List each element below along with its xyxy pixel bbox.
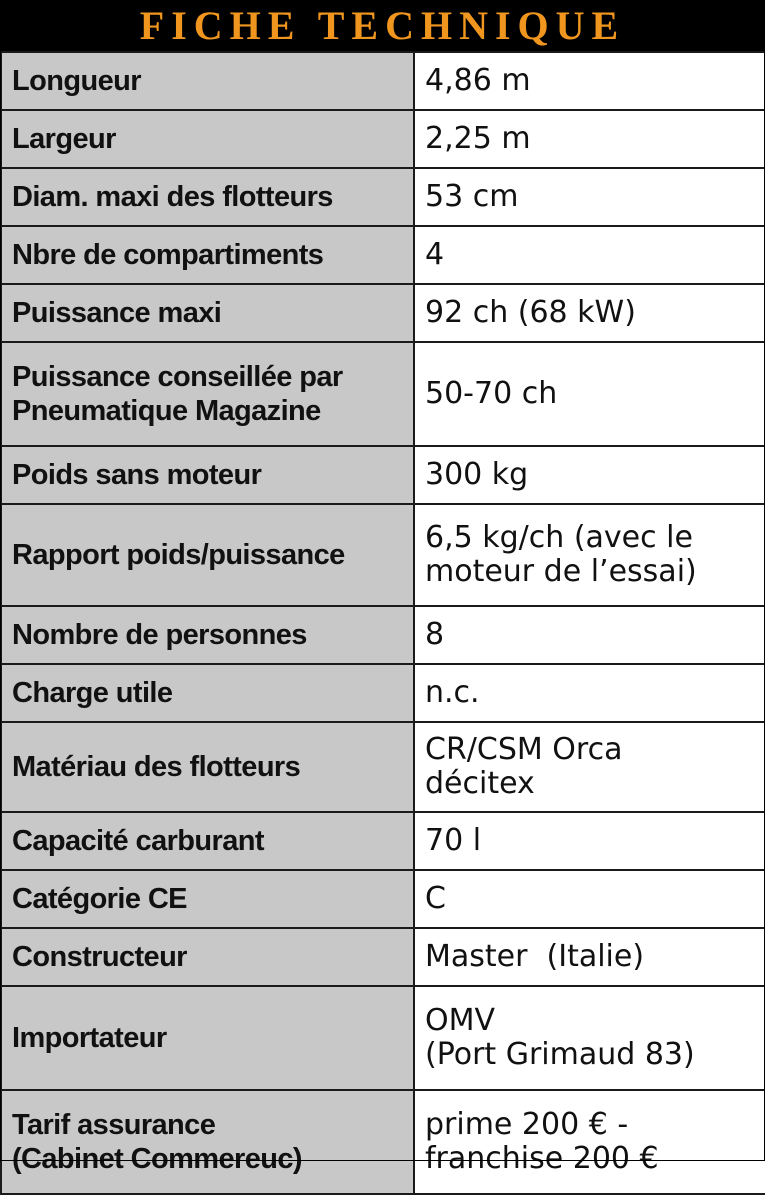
row-value: OMV (Port Grimaud 83) — [414, 986, 765, 1090]
table-row — [1, 168, 765, 226]
row-value: Master (Italie) — [414, 928, 765, 986]
table-row — [1, 446, 765, 504]
row-value: C — [414, 870, 765, 928]
table-row — [1, 52, 765, 110]
table-row — [1, 110, 765, 168]
sheet-title: FICHE TECHNIQUE — [0, 0, 765, 52]
row-label: Charge utile — [1, 664, 414, 722]
table-row — [1, 928, 765, 986]
row-label: Nombre de personnes — [1, 606, 414, 664]
table-row — [1, 986, 765, 1090]
row-value: 4,86 m — [414, 52, 765, 110]
row-value: 53 cm — [414, 168, 765, 226]
table-row — [1, 342, 765, 446]
row-label — [1, 1090, 414, 1194]
table-row — [1, 664, 765, 722]
spec-table — [0, 51, 765, 1195]
table-row — [1, 812, 765, 870]
row-label: Puissance maxi — [1, 284, 414, 342]
row-label: Capacité carburant — [1, 812, 414, 870]
row-label-text: Tarif assurance (Cabinet Commereuc) — [12, 1109, 302, 1175]
table-row — [1, 870, 765, 928]
table-row — [1, 226, 765, 284]
row-label: Largeur — [1, 110, 414, 168]
row-value: 6,5 kg/ch (avec le moteur de l’essai) — [414, 504, 765, 606]
row-label: Longueur — [1, 52, 414, 110]
table-row — [1, 284, 765, 342]
row-value: 2,25 m — [414, 110, 765, 168]
row-label: Catégorie CE — [1, 870, 414, 928]
row-value: 92 ch (68 kW) — [414, 284, 765, 342]
row-label-text: Puissance conseillée par Pneumatique Magazine — [12, 361, 343, 427]
row-label: Poids sans moteur — [1, 446, 414, 504]
row-label: Matériau des flotteurs — [1, 722, 414, 812]
row-label: Rapport poids/puissance — [1, 504, 414, 606]
row-value: 300 kg — [414, 446, 765, 504]
row-label: Importateur — [1, 986, 414, 1090]
row-label: Diam. maxi des flotteurs — [1, 168, 414, 226]
row-label: Nbre de compartiments — [1, 226, 414, 284]
table-row — [1, 606, 765, 664]
row-value: 70 l — [414, 812, 765, 870]
row-label: Constructeur — [1, 928, 414, 986]
row-value: 50-70 ch — [414, 342, 765, 446]
table-row — [1, 1090, 765, 1194]
row-value: CR/CSM Orca décitex — [414, 722, 765, 812]
row-value: 8 — [414, 606, 765, 664]
row-value: 4 — [414, 226, 765, 284]
table-row — [1, 504, 765, 606]
row-value: n.c. — [414, 664, 765, 722]
row-value: prime 200 € - franchise 200 € — [414, 1090, 765, 1194]
row-label — [1, 342, 414, 446]
table-row — [1, 722, 765, 812]
